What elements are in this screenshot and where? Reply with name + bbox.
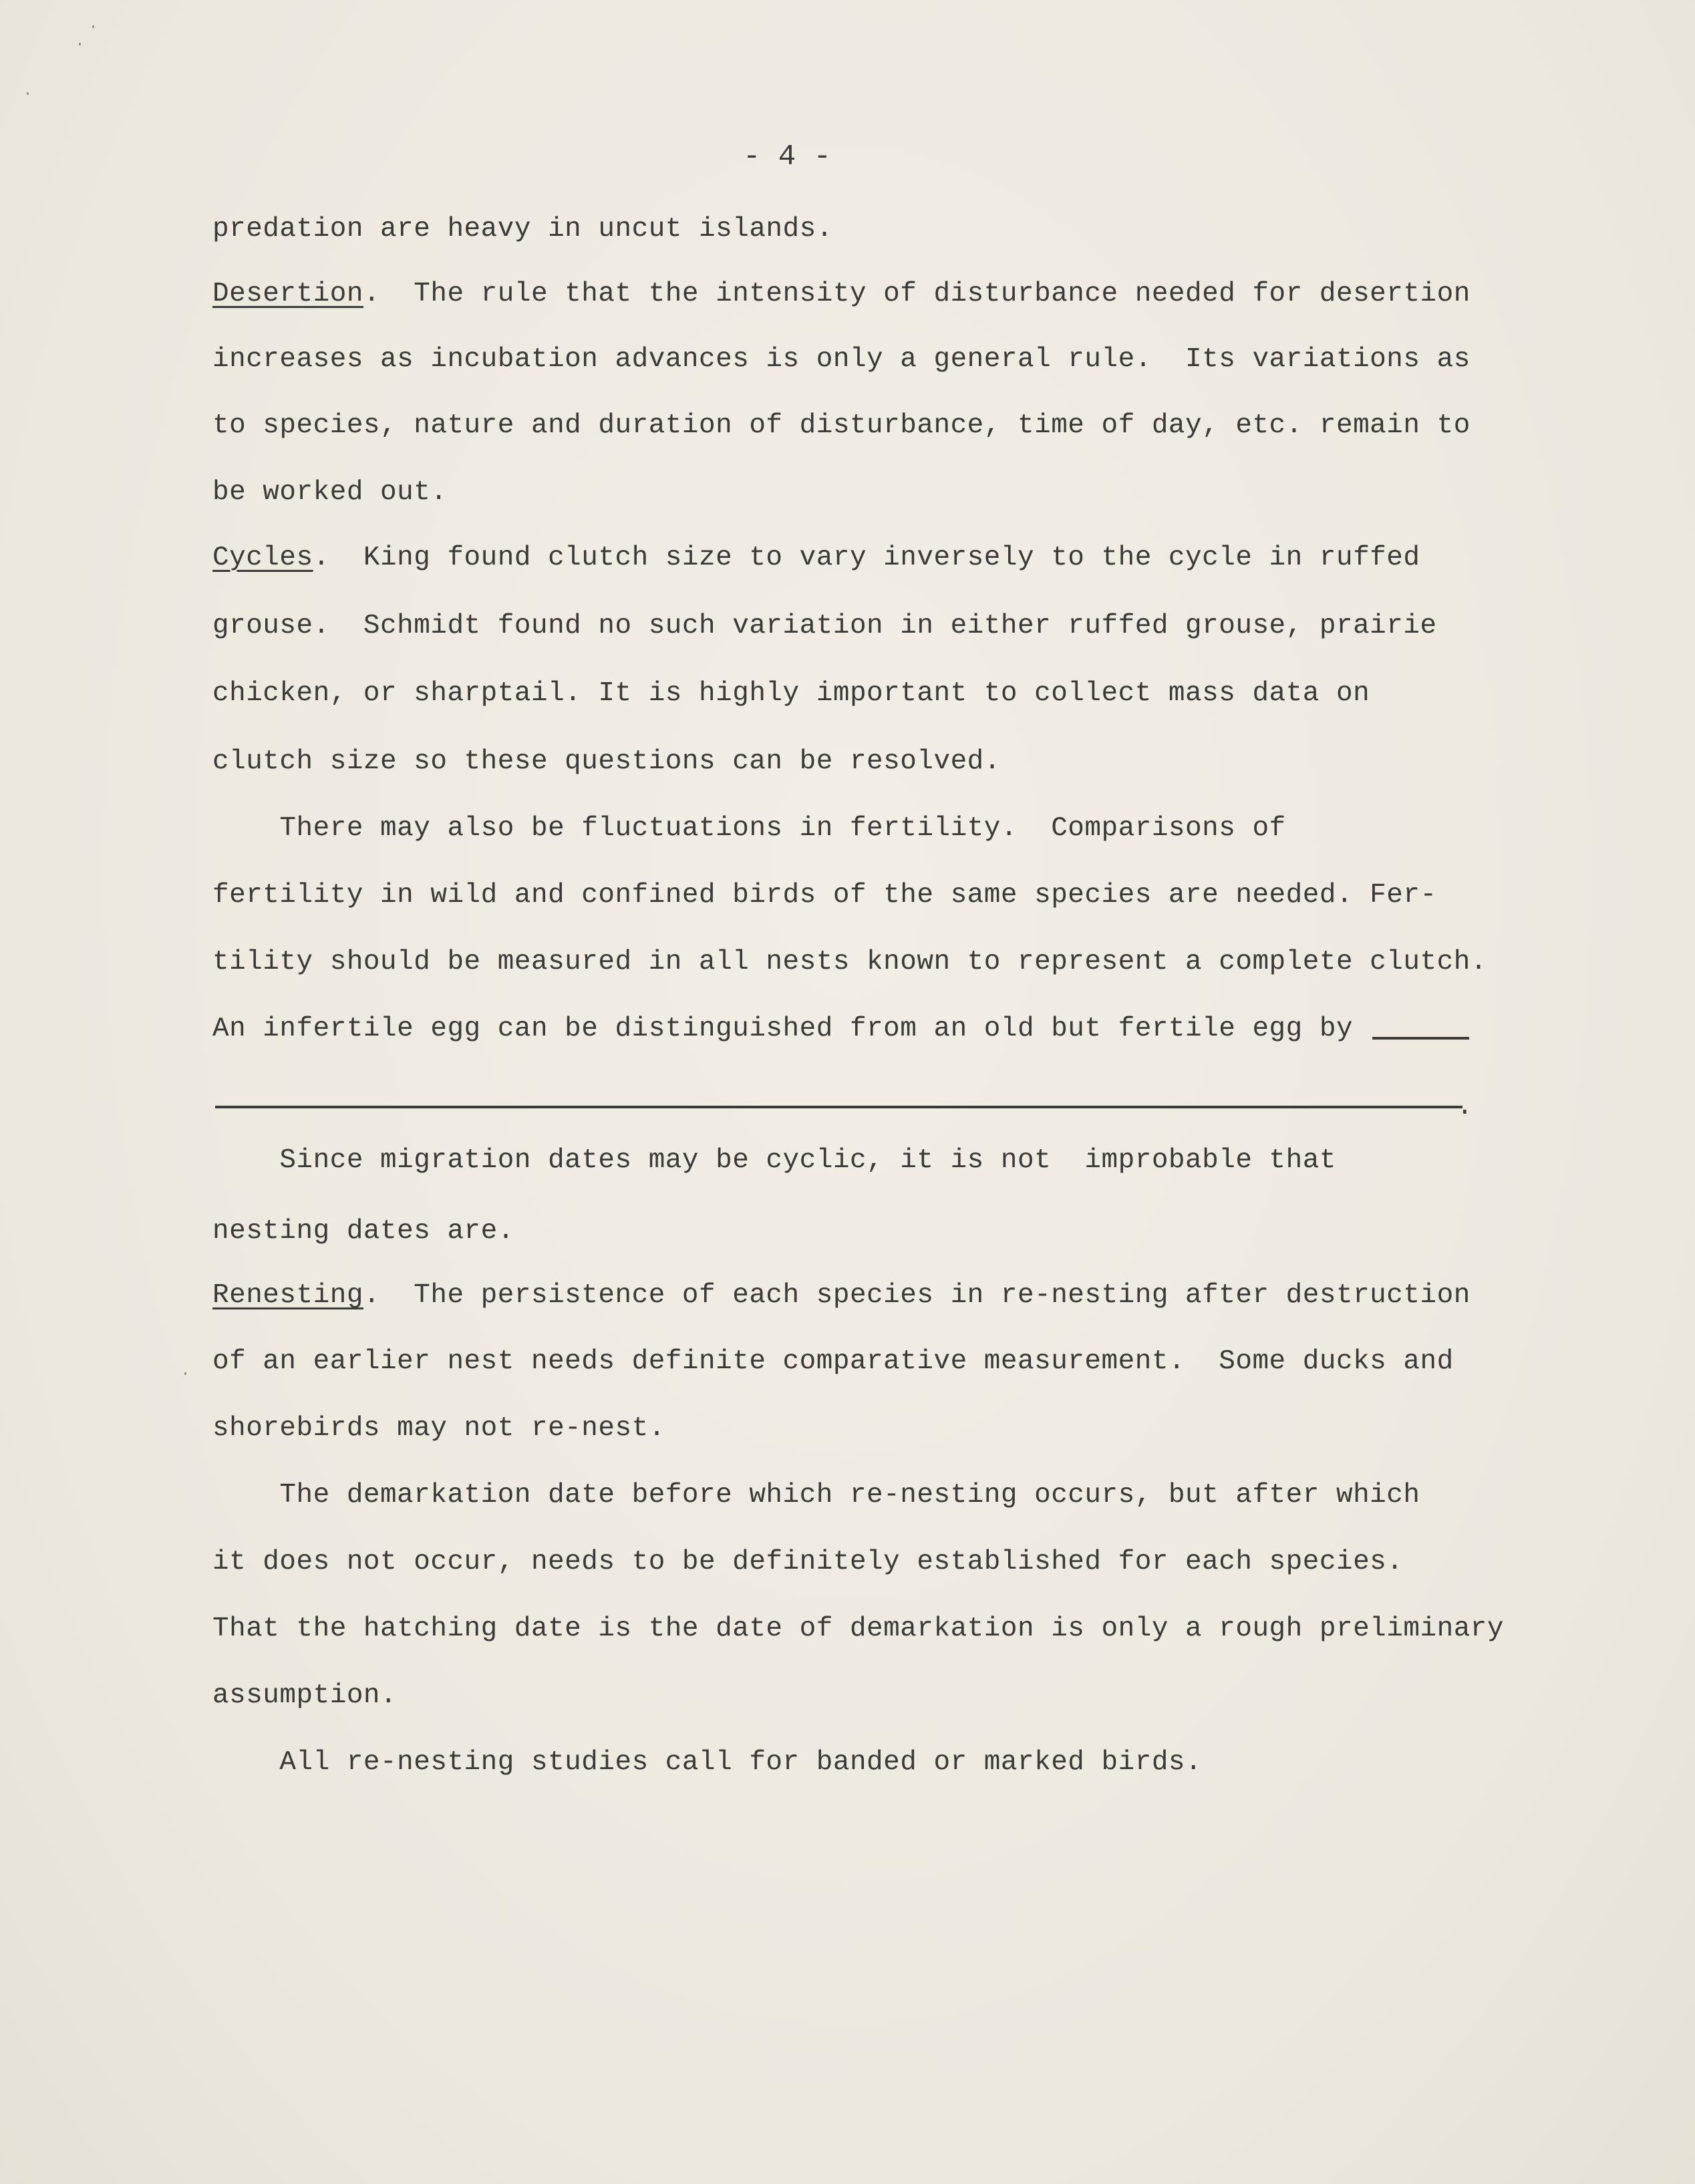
page-number: - 4 - [743, 140, 832, 174]
text-line: increases as incubation advances is only a general rule. Its variations as [212, 344, 1471, 375]
rule-period: . [1456, 1092, 1473, 1122]
text-line: fertility in wild and confined birds of the same species are needed. Fer- [212, 880, 1437, 911]
text-line: An infertile egg can be distinguished from an old but fertile egg by [212, 1013, 1354, 1044]
text-line: tility should be measured in all nests known to represent a complete clutch. [212, 947, 1487, 977]
text-line: Cycles. King found clutch size to vary inversely to the cycle in ruffed [212, 542, 1420, 573]
fill-in-rule [215, 1106, 1462, 1108]
text-line: it does not occur, needs to be definitely established for each species. [212, 1547, 1404, 1577]
text-line: predation are heavy in uncut islands. [212, 214, 833, 245]
section-heading-cycles: Cycles [212, 542, 313, 573]
text-line: All re-nesting studies call for banded or marked birds. [212, 1747, 1203, 1778]
paper-speck [184, 1372, 186, 1375]
section-heading-renesting: Renesting [212, 1280, 363, 1311]
text-line: Desertion. The rule that the intensity of disturbance needed for desertion [212, 279, 1471, 309]
text-line: That the hatching date is the date of demarkation is only a rough preliminary [212, 1613, 1505, 1644]
text-line: assumption. [212, 1680, 398, 1711]
text-line: to species, nature and duration of disturbance, time of day, etc. remain to [212, 410, 1471, 441]
text-line: chicken, or sharptail. It is highly important to collect mass data on [212, 678, 1370, 709]
fill-in-blank [1372, 1037, 1469, 1040]
section-heading-desertion: Desertion [212, 279, 363, 309]
text-line: of an earlier nest needs definite comparative measurement. Some ducks and [212, 1346, 1454, 1377]
text-line: The demarkation date before which re-nesting occurs, but after which [212, 1480, 1420, 1511]
text-line: Renesting. The persistence of each species in re-nesting after destruction [212, 1280, 1471, 1311]
text-line: nesting dates are. [212, 1216, 514, 1247]
paper-speck [79, 43, 81, 45]
text-line: be worked out. [212, 477, 448, 508]
paper-speck [27, 92, 29, 95]
text-line: shorebirds may not re-nest. [212, 1413, 665, 1444]
text-line: Since migration dates may be cyclic, it is not improbable that [212, 1145, 1336, 1176]
text-line: grouse. Schmidt found no such variation in either ruffed grouse, prairie [212, 611, 1437, 641]
text-line: clutch size so these questions can be resolved. [212, 746, 1001, 777]
paper-speck [92, 25, 94, 28]
text-line: There may also be fluctuations in fertility. Comparisons of [212, 813, 1286, 844]
